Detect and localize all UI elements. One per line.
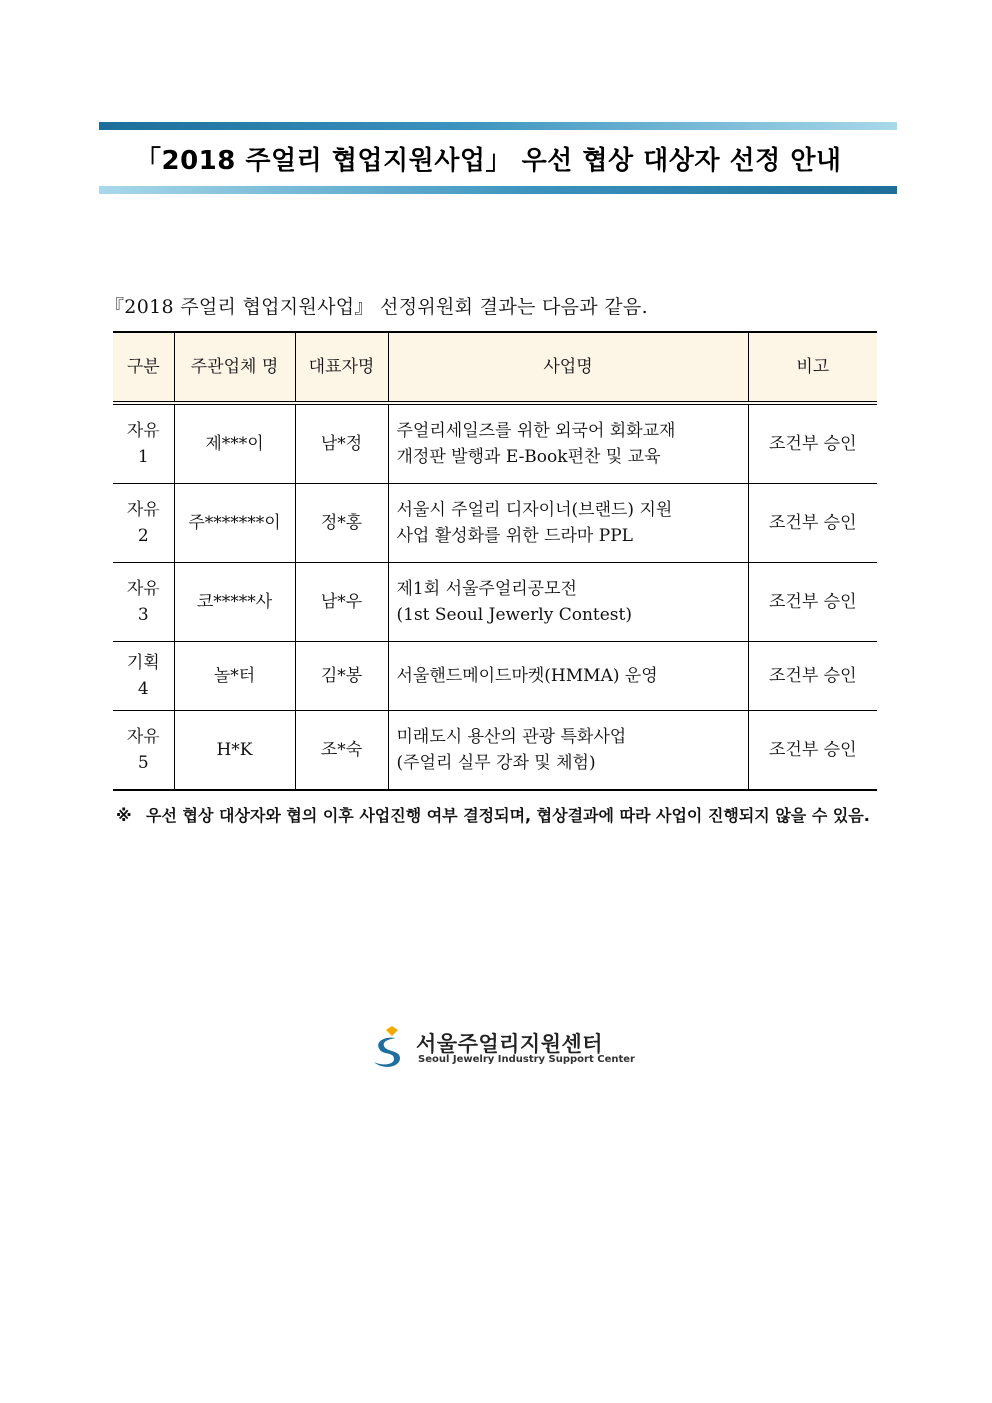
note-mark: ※ [116,806,132,825]
category-number: 5 [137,753,149,773]
representative-cell: 남*정 [295,403,388,484]
category-number: 2 [137,526,149,546]
remark-cell: 조건부 승인 [748,484,877,563]
representative-cell: 정*홍 [295,484,388,563]
table-header-row [113,332,877,403]
company-cell: H*K [174,711,295,791]
project-line: 서울핸드메이드마켓(HMMA) 운영 [396,666,658,686]
table-row [113,563,877,642]
representative-cell: 남*우 [295,563,388,642]
category-cell [113,563,174,642]
category-cell [113,642,174,711]
category-number: 3 [137,605,149,625]
project-cell [388,642,748,711]
category-type: 자유 [126,421,160,441]
header-project: 사업명 [388,332,748,403]
project-line: 미래도시 용산의 관광 특화사업 [396,727,627,747]
project-cell [388,484,748,563]
title-bottom-bar [99,186,897,194]
remark-cell: 조건부 승인 [748,642,877,711]
category-cell [113,484,174,563]
header-remark: 비고 [748,332,877,403]
representative-cell: 김*봉 [295,642,388,711]
table-row [113,711,877,791]
project-line: 제1회 서울주얼리공모전 [396,579,577,599]
jewel-s-logo-icon [372,1026,412,1070]
company-cell: 제***이 [174,403,295,484]
project-line: 주얼리세일즈를 위한 외국어 회화교재 [396,421,676,441]
header-representative: 대표자명 [295,332,388,403]
category-number: 1 [137,447,149,467]
project-line: 개정판 발행과 E-Book편찬 및 교육 [396,447,661,467]
project-line: 서울시 주얼리 디자이너(브랜드) 지원 [396,500,673,520]
project-cell [388,711,748,791]
category-cell [113,403,174,484]
company-cell: 주*******이 [174,484,295,563]
company-cell: 코*****사 [174,563,295,642]
table-row [113,484,877,563]
logo-name-english: Seoul Jewelry Industry Support Center [418,1054,635,1065]
remark-cell: 조건부 승인 [748,711,877,791]
page-title: 「2018 주얼리 협업지원사업」 우선 협상 대상자 선정 안내 [135,146,842,176]
category-type: 자유 [126,500,160,520]
title-block [99,122,897,194]
category-type: 자유 [126,579,160,599]
organization-logo [372,1026,635,1070]
intro-text: 『2018 주얼리 협업지원사업』 선정위원회 결과는 다음과 같음. [105,296,648,318]
table-row [113,642,877,711]
remark-cell: 조건부 승인 [748,563,877,642]
category-type: 자유 [126,727,160,747]
note-text: 우선 협상 대상자와 협의 이후 사업진행 여부 결정되며, 협상결과에 따라 사업이 진행되지 않을 수 있음. [146,806,870,825]
representative-cell: 조*숙 [295,711,388,791]
title-top-bar [99,122,897,130]
category-type: 기획 [126,653,160,673]
logo-name-korean: 서울주얼리지원센터 [416,1032,604,1056]
table-row [113,403,877,484]
project-cell [388,403,748,484]
company-cell: 놀*터 [174,642,295,711]
category-number: 4 [137,679,149,699]
project-line: 사업 활성화를 위한 드라마 PPL [396,526,633,546]
project-line: (1st Seoul Jewerly Contest) [396,605,632,625]
project-line: (주얼리 실무 강좌 및 체험) [396,753,596,773]
header-category: 구분 [113,332,174,403]
results-table [113,331,877,791]
remark-cell: 조건부 승인 [748,403,877,484]
footnote [116,800,898,831]
project-cell [388,563,748,642]
category-cell [113,711,174,791]
header-company: 주관업체 명 [174,332,295,403]
